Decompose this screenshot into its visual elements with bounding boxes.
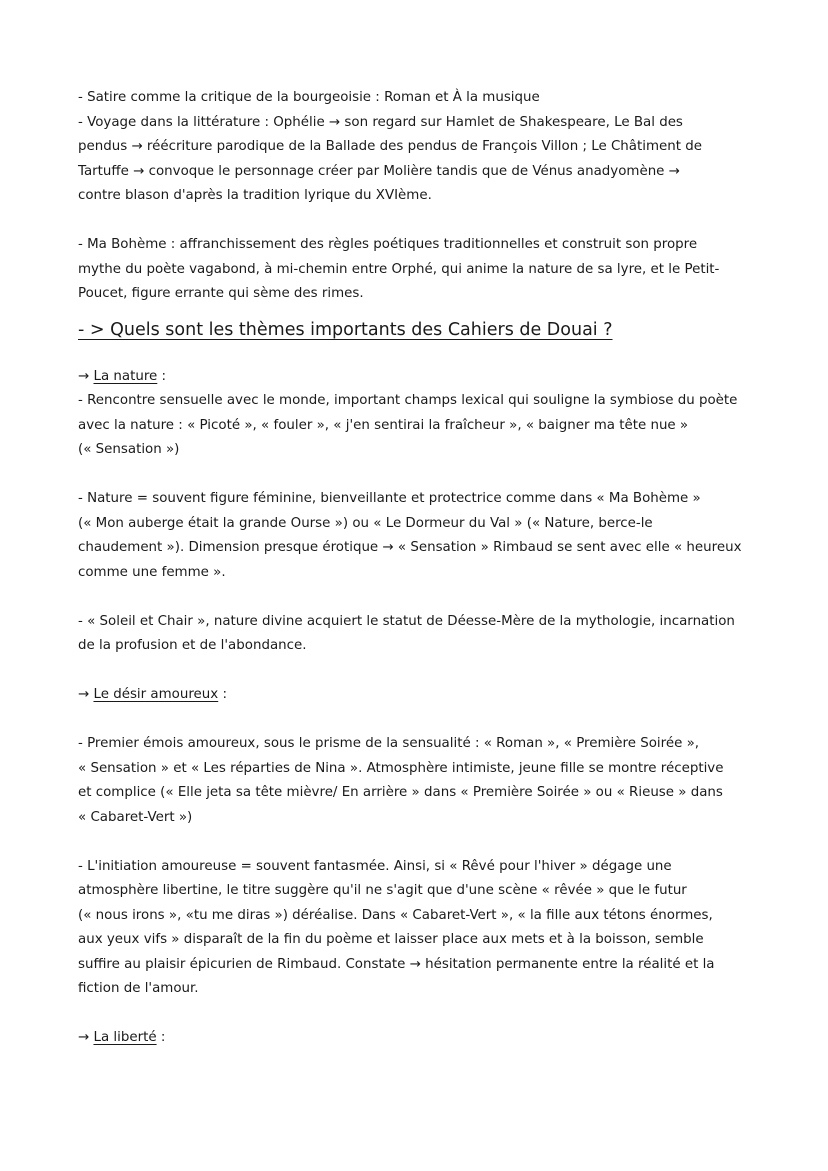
text-line: aux yeux vifs » disparaît de la fin du poème et laisser place aux mets et à la boisson, semble xyxy=(78,932,704,947)
subheading-nature: → La nature : xyxy=(78,368,167,384)
text-line: fiction de l'amour. xyxy=(78,981,199,996)
paragraph-nature-3 xyxy=(78,610,768,659)
text-line: chaudement »). Dimension presque érotique → « Sensation » Rimbaud se sent avec elle « heureux xyxy=(78,540,742,555)
text-line: Poucet, figure errante qui sème des rimes. xyxy=(78,286,364,301)
text-line: atmosphère libertine, le titre suggère qu'il ne s'agit que d'une scène « rêvée » que le futur xyxy=(78,883,687,898)
text-line: Tartuffe → convoque le personnage créer par Molière tandis que de Vénus anadyomène → xyxy=(78,163,680,179)
text-line: contre blason d'après la tradition lyrique du XVIème. xyxy=(78,188,432,203)
arrow-icon: → xyxy=(78,1030,94,1045)
text-line: mythe du poète vagabond, à mi-chemin entre Orphé, qui anime la nature de sa lyre, et le Petit- xyxy=(78,261,720,277)
paragraph-ma-boheme xyxy=(78,233,768,307)
paragraph-desir-1 xyxy=(78,732,768,830)
text-line: - Premier émois amoureux, sous le prisme de la sensualité : « Roman », « Première Soirée », xyxy=(78,736,700,751)
subheading-label: La liberté xyxy=(93,1030,157,1045)
text-line: - Voyage dans la littérature : Ophélie → son regard sur Hamlet de Shakespeare, Le Bal des xyxy=(78,114,683,130)
text-line: - « Soleil et Chair », nature divine acquiert le statut de Déesse-Mère de la mythologie, incarnation xyxy=(78,613,735,629)
text-line: comme une femme ». xyxy=(78,564,226,580)
subheading-label: La nature xyxy=(93,368,158,384)
paragraph-desir-2 xyxy=(78,855,768,1002)
text-line: pendus → réécriture parodique de la Ballade des pendus de François Villon ; Le Châtiment de xyxy=(78,139,702,154)
text-line: « Cabaret-Vert ») xyxy=(78,809,193,825)
text-line: - L'initiation amoureuse = souvent fantasmée. Ainsi, si « Rêvé pour l'hiver » dégage une xyxy=(78,858,672,874)
paragraph-satire-voyage xyxy=(78,86,768,209)
text-line: - Rencontre sensuelle avec le monde, important champs lexical qui souligne la symbiose du poète xyxy=(78,393,738,408)
subheading-liberte: → La liberté : xyxy=(78,1030,166,1045)
text-line: - Satire comme la critique de la bourgeoisie : Roman et À la musique xyxy=(78,90,540,105)
text-line: - Nature = souvent figure féminine, bienveillante et protectrice comme dans « Ma Bohème » xyxy=(78,491,701,506)
text-line: avec la nature : « Picoté », « fouler », « j'en sentirai la fraîcheur », « baigner ma tête nue » xyxy=(78,417,689,433)
text-line: suffire au plaisir épicurien de Rimbaud. Constate → hésitation permanente entre la réalité et la xyxy=(78,956,715,972)
arrow-icon: → xyxy=(78,687,94,702)
subheading-label: Le désir amoureux xyxy=(93,687,219,702)
text-line: (« Mon auberge était la grande Ourse ») ou « Le Dormeur du Val » (« Nature, berce-le xyxy=(78,515,653,531)
text-line: et complice (« Elle jeta sa tête mièvre/ En arrière » dans « Première Soirée » ou « Rieuse » dans xyxy=(78,785,723,800)
paragraph-nature-2 xyxy=(78,487,768,585)
subheading-desir: → Le désir amoureux : xyxy=(78,687,227,702)
text-line: - Ma Bohème : affranchissement des règles poétiques traditionnelles et construit son propre xyxy=(78,237,698,252)
text-line: « Sensation » et « Les réparties de Nina ». Atmosphère intimiste, jeune fille se montre réceptive xyxy=(78,760,724,776)
text-line: (« nous irons », «tu me diras ») déréalise. Dans « Cabaret-Vert », « la fille aux tétons énormes, xyxy=(78,907,713,923)
text-line: de la profusion et de l'abondance. xyxy=(78,638,307,653)
paragraph-nature-1 xyxy=(78,389,768,463)
section-heading: - > Quels sont les thèmes importants des Cahiers de Douai ? xyxy=(78,319,613,340)
arrow-icon: → xyxy=(78,368,94,384)
text-line: (« Sensation ») xyxy=(78,442,180,457)
